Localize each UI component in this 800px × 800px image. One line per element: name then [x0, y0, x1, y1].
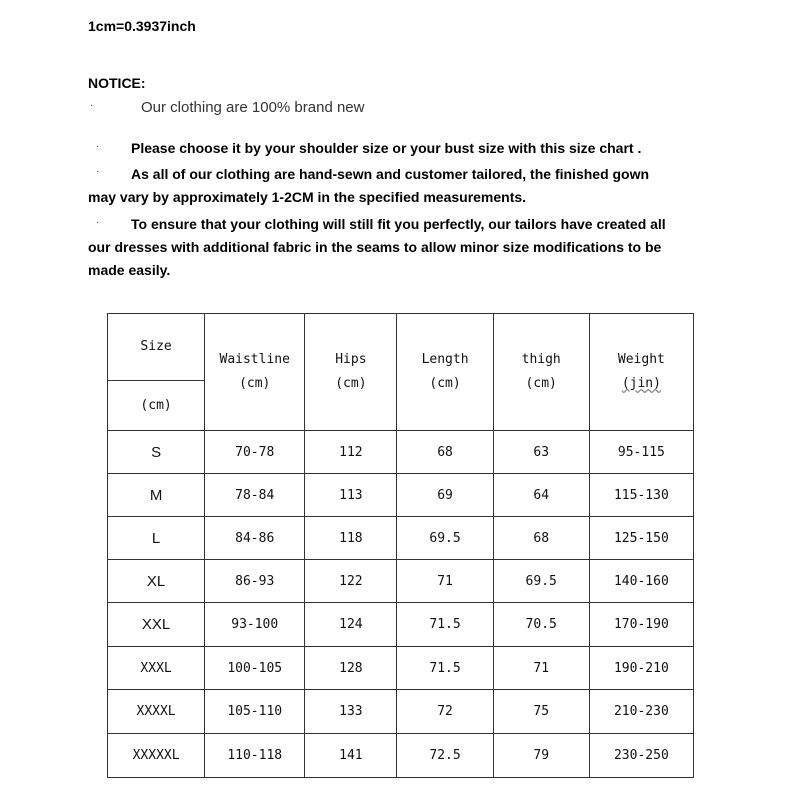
cell-size: XL [108, 560, 205, 603]
cell-size: M [108, 474, 205, 517]
cell-size: XXXXXL [108, 734, 205, 778]
header-length [397, 314, 493, 431]
cell-thigh: 79 [493, 734, 589, 778]
cell-thigh: 75 [493, 690, 589, 734]
cell-length: 71.5 [397, 603, 493, 647]
bullet-1: · [90, 100, 94, 111]
header-weight-unit: (jin) [621, 376, 661, 391]
cell-weight: 140-160 [589, 560, 693, 603]
cell-hips: 113 [305, 474, 397, 517]
cell-weight: 230-250 [589, 734, 693, 778]
cell-thigh: 70.5 [493, 603, 589, 647]
cell-thigh: 71 [493, 647, 589, 690]
cell-hips: 141 [305, 734, 397, 778]
cell-length: 69 [397, 474, 493, 517]
header-thigh-unit: (cm) [525, 376, 557, 391]
notice-line-choose-size: Please choose it by your shoulder size or your bust size with this size chart . [131, 140, 642, 156]
header-size-unit: (cm) [108, 381, 205, 431]
header-thigh [493, 314, 589, 431]
notice-line-hand-sewn: As all of our clothing are hand-sewn and customer tailored, the finished gown [131, 166, 650, 182]
header-hips-unit: (cm) [335, 376, 367, 391]
cell-thigh: 64 [493, 474, 589, 517]
cell-hips: 133 [305, 690, 397, 734]
notice-line-hand-sewn-cont: may vary by approximately 1-2CM in the specified measurements. [88, 189, 527, 205]
cell-waist: 78-84 [205, 474, 305, 517]
table-row [108, 431, 694, 474]
cell-length: 71.5 [397, 647, 493, 690]
bullet-4: · [96, 217, 100, 228]
cell-weight: 115-130 [589, 474, 693, 517]
header-weight-name: Weight [617, 352, 665, 367]
cell-thigh: 68 [493, 517, 589, 560]
cell-length: 69.5 [397, 517, 493, 560]
cell-thigh: 63 [493, 431, 589, 474]
cell-hips: 112 [305, 431, 397, 474]
cell-size: XXXL [108, 647, 205, 690]
header-thigh-name: thigh [521, 352, 561, 367]
table-row [108, 690, 694, 734]
header-row [108, 314, 694, 381]
cell-waist: 105-110 [205, 690, 305, 734]
cell-length: 71 [397, 560, 493, 603]
notice-line-fit: To ensure that your clothing will still fit you perfectly, our tailors have created all [131, 216, 666, 232]
cell-weight: 210-230 [589, 690, 693, 734]
cell-size: XXXXL [108, 690, 205, 734]
header-hips-name: Hips [335, 352, 367, 367]
notice-title: NOTICE: [88, 75, 146, 91]
table-row [108, 474, 694, 517]
header-waistline-unit: (cm) [239, 376, 271, 391]
table-row [108, 603, 694, 647]
cell-length: 72 [397, 690, 493, 734]
cell-size: L [108, 517, 205, 560]
cell-size: XXL [108, 603, 205, 647]
table-row [108, 560, 694, 603]
cell-length: 72.5 [397, 734, 493, 778]
cell-weight: 95-115 [589, 431, 693, 474]
cell-weight: 125-150 [589, 517, 693, 560]
header-waistline [205, 314, 305, 431]
cell-hips: 122 [305, 560, 397, 603]
notice-line-fit-end: made easily. [88, 262, 171, 278]
unit-conversion: 1cm=0.3937inch [88, 18, 196, 34]
table-row [108, 647, 694, 690]
cell-waist: 110-118 [205, 734, 305, 778]
cell-length: 68 [397, 431, 493, 474]
cell-waist: 100-105 [205, 647, 305, 690]
cell-hips: 118 [305, 517, 397, 560]
cell-hips: 124 [305, 603, 397, 647]
header-hips [305, 314, 397, 431]
table-row [108, 517, 694, 560]
header-weight [589, 314, 693, 431]
cell-thigh: 69.5 [493, 560, 589, 603]
cell-size: S [108, 431, 205, 474]
cell-hips: 128 [305, 647, 397, 690]
cell-weight: 190-210 [589, 647, 693, 690]
notice-line-brand-new: Our clothing are 100% brand new [141, 99, 365, 116]
notice-line-fit-cont: our dresses with additional fabric in the seams to allow minor size modifications to be [88, 239, 662, 255]
size-chart-table [107, 313, 694, 778]
cell-weight: 170-190 [589, 603, 693, 647]
cell-waist: 86-93 [205, 560, 305, 603]
bullet-2: · [96, 141, 100, 152]
header-waistline-name: Waistline [219, 352, 290, 367]
cell-waist: 70-78 [205, 431, 305, 474]
header-size: Size [108, 314, 205, 381]
header-length-name: Length [421, 352, 469, 367]
cell-waist: 84-86 [205, 517, 305, 560]
header-length-unit: (cm) [429, 376, 461, 391]
bullet-3: · [96, 166, 100, 177]
table-row [108, 734, 694, 778]
cell-waist: 93-100 [205, 603, 305, 647]
